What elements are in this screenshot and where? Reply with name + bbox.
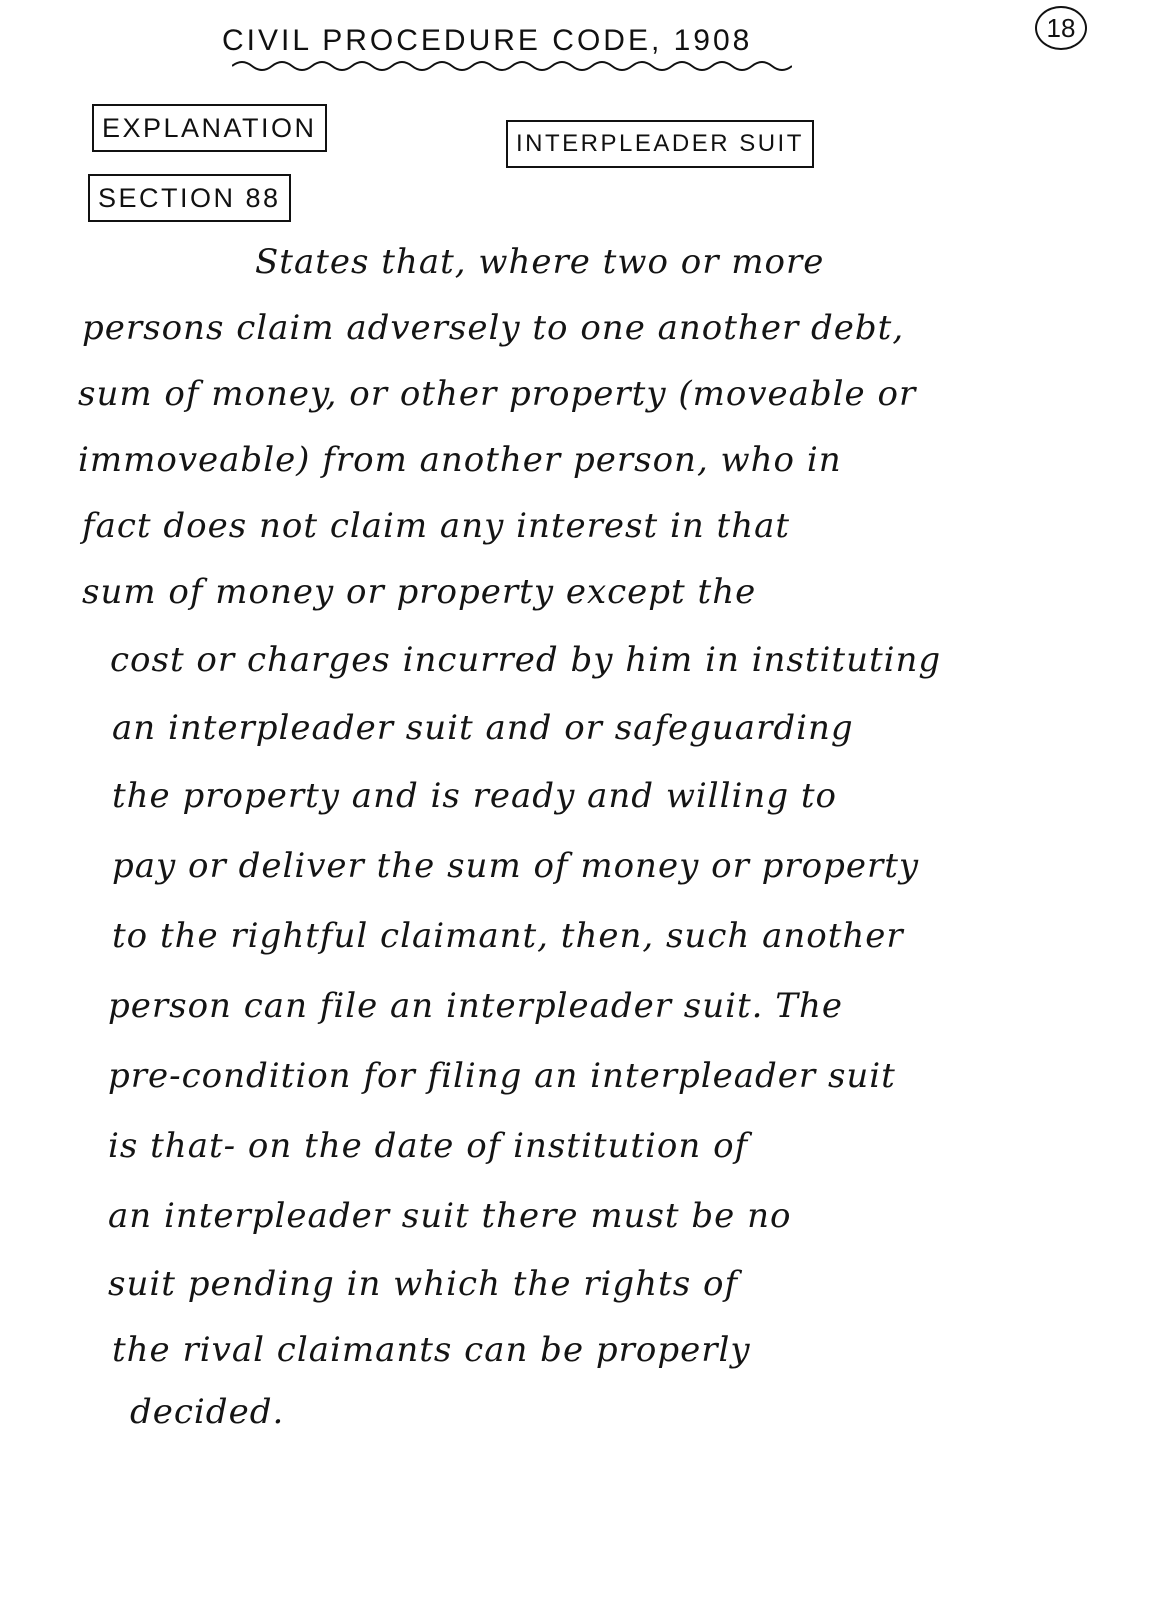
document-title: CIVIL PROCEDURE CODE, 1908 xyxy=(222,24,753,57)
page-number: 18 xyxy=(1035,6,1087,50)
body-line: person can file an interpleader suit. The xyxy=(108,986,843,1026)
body-line: sum of money, or other property (moveable or xyxy=(78,374,917,414)
body-line: sum of money or property except the xyxy=(82,572,757,612)
body-line: suit pending in which the rights of xyxy=(108,1264,739,1304)
body-line: the property and is ready and willing to xyxy=(112,776,838,816)
body-line: cost or charges incurred by him in instituting xyxy=(110,640,942,680)
body-line: the rival claimants can be properly xyxy=(112,1330,751,1370)
explanation-label: EXPLANATION xyxy=(92,104,327,152)
body-line: pay or deliver the sum of money or property xyxy=(112,846,920,886)
body-line: an interpleader suit there must be no xyxy=(108,1196,792,1236)
body-line: pre-condition for filing an interpleader suit xyxy=(108,1056,896,1096)
section-label: SECTION 88 xyxy=(88,174,291,222)
body-line: is that- on the date of institution of xyxy=(108,1126,749,1166)
body-line: persons claim adversely to one another debt, xyxy=(82,308,905,348)
body-line: immoveable) from another person, who in xyxy=(78,440,842,480)
title-wavy-underline xyxy=(232,58,792,74)
body-line: decided. xyxy=(130,1392,285,1432)
body-line: to the rightful claimant, then, such another xyxy=(112,916,904,956)
topic-label: INTERPLEADER SUIT xyxy=(506,120,814,168)
body-line: fact does not claim any interest in that xyxy=(82,506,791,546)
body-line: an interpleader suit and or safeguarding xyxy=(112,708,854,748)
body-line: States that, where two or more xyxy=(255,242,825,282)
